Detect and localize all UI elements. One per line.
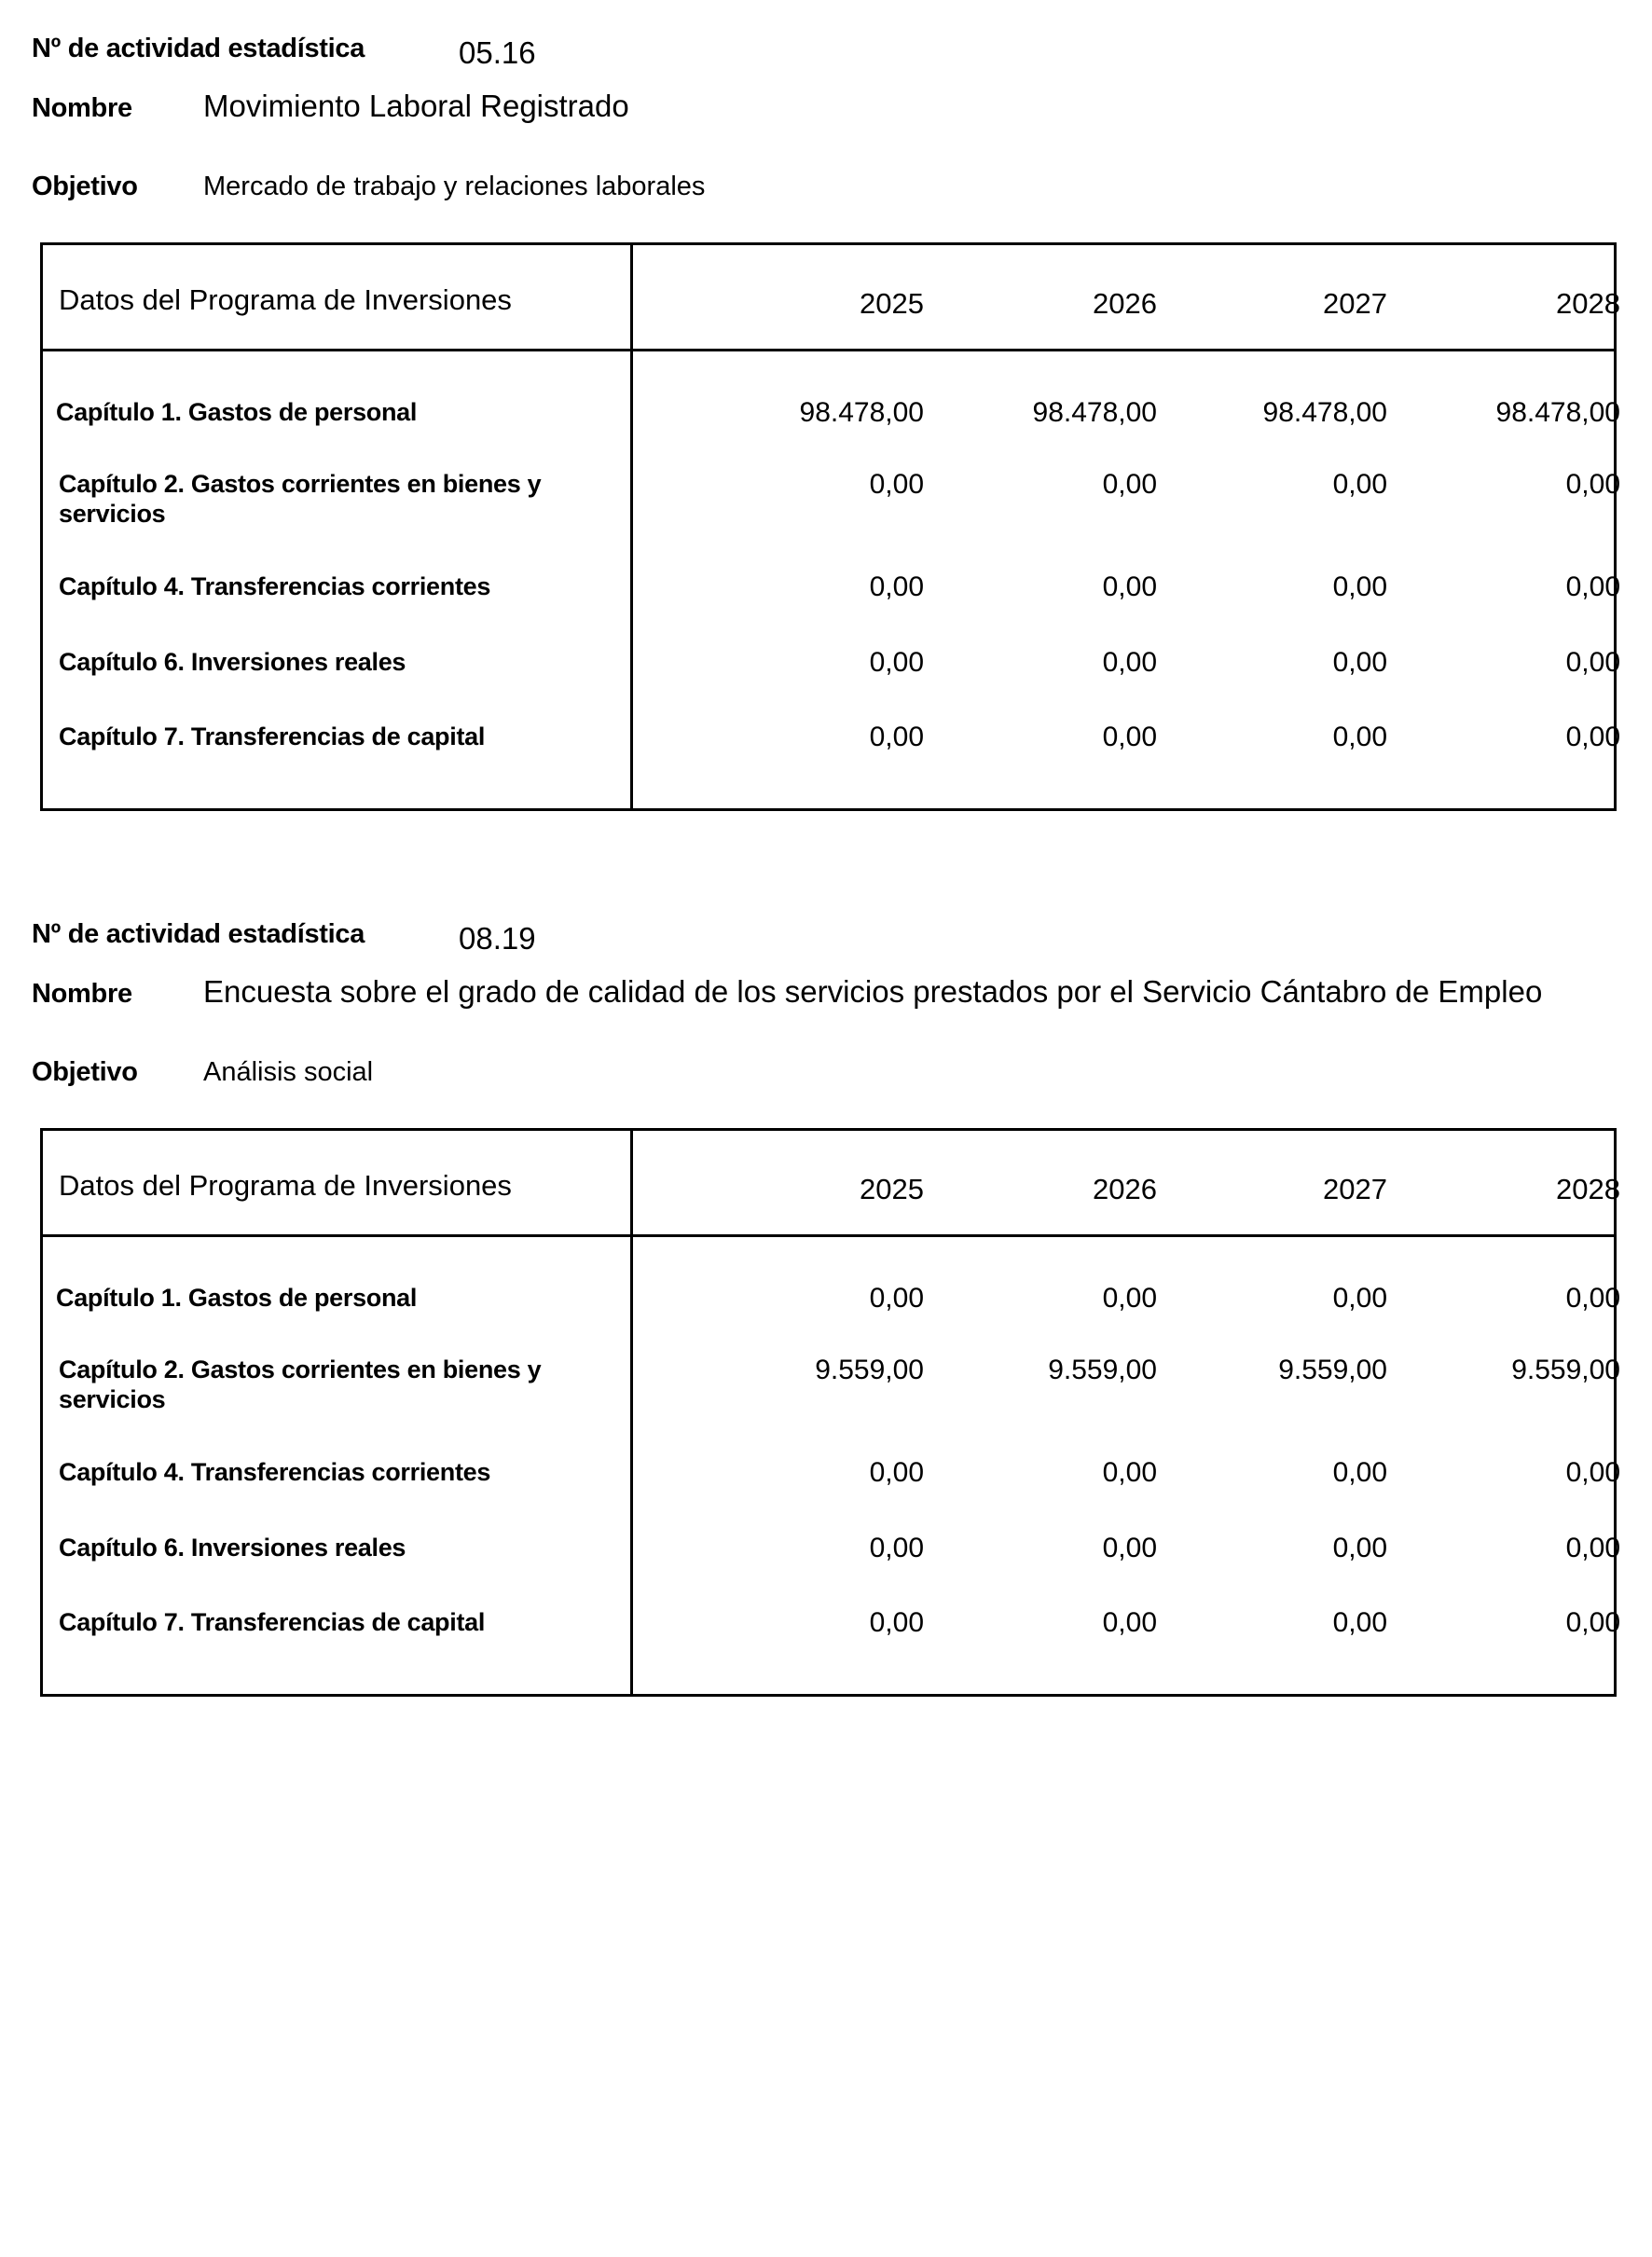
amount-cell: 9.559,00 bbox=[1511, 1355, 1620, 1385]
amount-cell: 9.559,00 bbox=[1278, 1355, 1387, 1385]
amount-cell: 0,00 bbox=[1332, 1533, 1387, 1563]
amount-cell: 98.478,00 bbox=[1262, 397, 1387, 428]
year-header: 2027 bbox=[1323, 287, 1387, 320]
chapter-label: Capítulo 6. Inversiones reales bbox=[59, 648, 406, 676]
amount-cell: 0,00 bbox=[869, 1607, 924, 1638]
activity-number-label: Nº de actividad estadística bbox=[32, 34, 365, 63]
table-divider-horizontal bbox=[43, 349, 1614, 351]
amount-cell: 0,00 bbox=[1332, 647, 1387, 678]
chapter-label: Capítulo 2. Gastos corrientes en bienes y servicios bbox=[59, 470, 542, 528]
amount-cell: 0,00 bbox=[1332, 722, 1387, 752]
table-divider-vertical bbox=[630, 1131, 633, 1694]
amount-cell: 0,00 bbox=[869, 647, 924, 678]
activity-number-label: Nº de actividad estadística bbox=[32, 919, 365, 949]
activity-block-1 bbox=[0, 0, 1652, 839]
amount-cell: 0,00 bbox=[1565, 647, 1620, 678]
amount-cell: 0,00 bbox=[869, 571, 924, 602]
amount-cell: 0,00 bbox=[1332, 469, 1387, 500]
chapter-label: Capítulo 7. Transferencias de capital bbox=[59, 723, 486, 750]
amount-cell: 0,00 bbox=[1102, 1607, 1157, 1638]
amount-cell: 0,00 bbox=[1332, 571, 1387, 602]
name-label: Nombre bbox=[32, 93, 132, 123]
year-header: 2026 bbox=[1093, 287, 1157, 320]
chapter-label: Capítulo 4. Transferencias corrientes bbox=[59, 572, 491, 600]
amount-cell: 98.478,00 bbox=[1495, 397, 1620, 428]
amount-cell: 98.478,00 bbox=[799, 397, 924, 428]
year-header: 2028 bbox=[1556, 287, 1620, 320]
amount-cell: 0,00 bbox=[1332, 1283, 1387, 1314]
year-header: 2025 bbox=[860, 287, 924, 320]
objective-value: Mercado de trabajo y relaciones laborales bbox=[203, 172, 706, 201]
activity-number-value: 05.16 bbox=[459, 35, 536, 70]
amount-cell: 0,00 bbox=[1102, 647, 1157, 678]
amount-cell: 0,00 bbox=[1565, 1457, 1620, 1488]
name-label: Nombre bbox=[32, 979, 132, 1009]
table-divider-vertical bbox=[630, 245, 633, 808]
amount-cell: 0,00 bbox=[1565, 1283, 1620, 1314]
amount-cell: 0,00 bbox=[869, 1533, 924, 1563]
investment-table bbox=[40, 242, 1620, 811]
amount-cell: 0,00 bbox=[1102, 1533, 1157, 1563]
amount-cell: 0,00 bbox=[1332, 1457, 1387, 1488]
amount-cell: 0,00 bbox=[1102, 1457, 1157, 1488]
amount-cell: 0,00 bbox=[1565, 1607, 1620, 1638]
year-header: 2027 bbox=[1323, 1173, 1387, 1205]
amount-cell: 0,00 bbox=[1102, 722, 1157, 752]
amount-cell: 0,00 bbox=[1332, 1607, 1387, 1638]
activity-number-value: 08.19 bbox=[459, 921, 536, 956]
table-divider-horizontal bbox=[43, 1234, 1614, 1237]
year-header: 2025 bbox=[860, 1173, 924, 1205]
activity-block-2 bbox=[0, 886, 1652, 1725]
chapter-label: Capítulo 1. Gastos de personal bbox=[56, 1284, 418, 1312]
chapter-label: Capítulo 6. Inversiones reales bbox=[59, 1534, 406, 1562]
objective-label: Objetivo bbox=[32, 172, 138, 201]
amount-cell: 0,00 bbox=[1102, 1283, 1157, 1314]
name-value: Movimiento Laboral Registrado bbox=[203, 89, 629, 123]
amount-cell: 0,00 bbox=[1565, 571, 1620, 602]
amount-cell: 0,00 bbox=[1565, 1533, 1620, 1563]
chapter-label: Capítulo 2. Gastos corrientes en bienes y servicios bbox=[59, 1356, 542, 1413]
amount-cell: 0,00 bbox=[1565, 722, 1620, 752]
amount-cell: 0,00 bbox=[869, 722, 924, 752]
table-header-label: Datos del Programa de Inversiones bbox=[59, 283, 512, 316]
chapter-label: Capítulo 4. Transferencias corrientes bbox=[59, 1458, 491, 1486]
amount-cell: 9.559,00 bbox=[1048, 1355, 1157, 1385]
amount-cell: 9.559,00 bbox=[815, 1355, 924, 1385]
name-value: Encuesta sobre el grado de calidad de los servicios prestados por el Servicio Cántabro de Empleo bbox=[203, 974, 1543, 1009]
amount-cell: 0,00 bbox=[1102, 469, 1157, 500]
table-header-label: Datos del Programa de Inversiones bbox=[59, 1169, 512, 1202]
amount-cell: 0,00 bbox=[869, 1457, 924, 1488]
year-header: 2028 bbox=[1556, 1173, 1620, 1205]
amount-cell: 0,00 bbox=[869, 469, 924, 500]
amount-cell: 0,00 bbox=[1565, 469, 1620, 500]
chapter-label: Capítulo 7. Transferencias de capital bbox=[59, 1608, 486, 1636]
amount-cell: 0,00 bbox=[869, 1283, 924, 1314]
chapter-label: Capítulo 1. Gastos de personal bbox=[56, 398, 418, 426]
objective-value: Análisis social bbox=[203, 1057, 374, 1087]
year-header: 2026 bbox=[1093, 1173, 1157, 1205]
investment-table bbox=[40, 1128, 1620, 1697]
amount-cell: 98.478,00 bbox=[1032, 397, 1157, 428]
objective-label: Objetivo bbox=[32, 1057, 138, 1087]
amount-cell: 0,00 bbox=[1102, 571, 1157, 602]
